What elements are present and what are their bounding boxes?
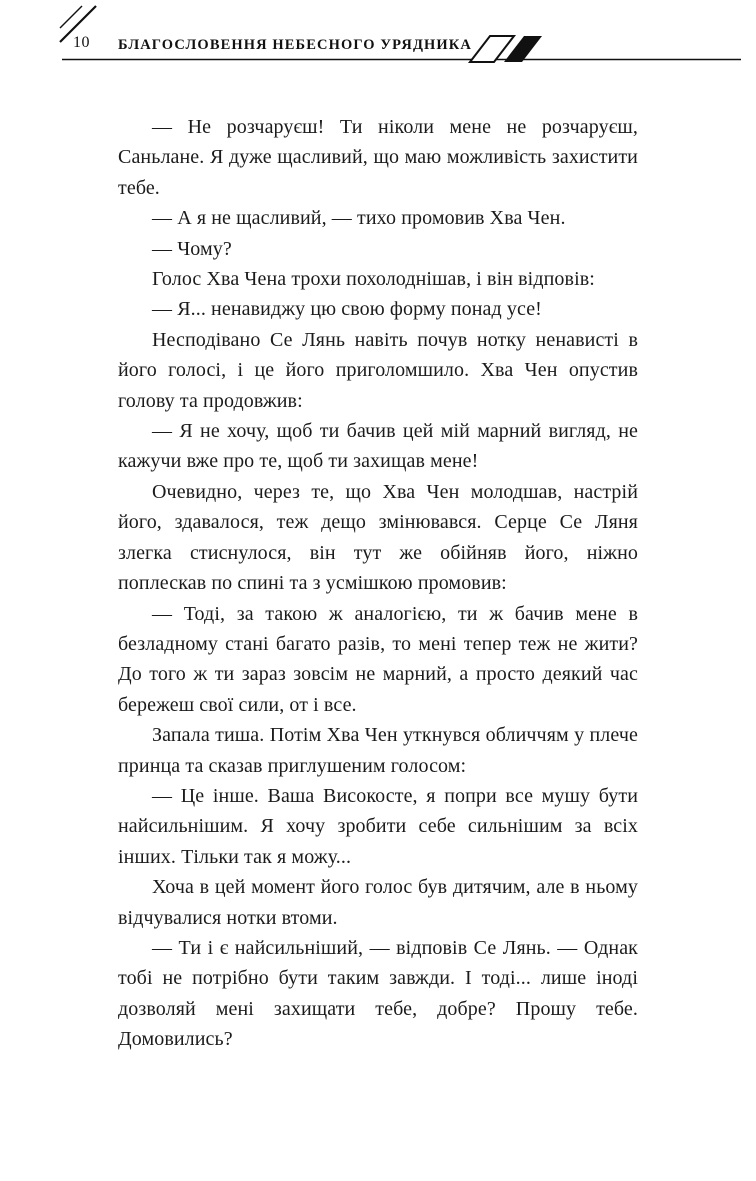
paragraph: — Я... ненавиджу цю свою форму понад усе! [152, 298, 542, 321]
paragraph: — Не розчаруєш! Ти ніколи мене не розчаруєш, Саньлане. Я дуже щасливий, що маю можливість захистити тебе. [118, 116, 638, 199]
paragraph: Очевидно, через те, що Хва Чен молодшав, настрій його, здавалося, теж дещо змінювався. Серце Се Ляня злегка стиснулося, він тут же обійняв його, ніжно поплескав по спині та з усмішкою промовив: [118, 480, 638, 595]
paragraph: — А я не щасливий, — тихо промовив Хва Чен. [152, 207, 566, 230]
running-title: БЛАГОСЛОВЕННЯ НЕБЕСНОГО УРЯДНИКА [118, 37, 472, 53]
body-text [118, 112, 638, 1055]
paragraph: Запала тиша. Потім Хва Чен уткнувся обличчям у плече принца та сказав приглушеним голосом: [118, 724, 638, 777]
paragraph: Несподівано Се Лянь навіть почув нотку ненависті в його голосі, і це його приголомшило. Хва Чен опустив голову та продовжив: [118, 328, 638, 412]
paragraph: Хоча в цей момент його голос був дитячим, але в ньому відчувалися нотки втоми. [118, 876, 638, 929]
paragraph: — Я не хочу, щоб ти бачив цей мій марний вигляд, не кажучи вже про те, щоб ти захищав мене! [118, 420, 638, 473]
paragraph: — Чому? [152, 237, 232, 260]
paragraph: — Це інше. Ваша Високосте, я попри все мушу бути найсильнішим. Я хочу зробити себе сильнішим за всіх інших. Тільки так я можу... [118, 784, 638, 868]
paragraph: Голос Хва Чена трохи похолоднішав, і він відповів: [152, 268, 595, 291]
paragraph: — Ти і є найсильніший, — відповів Се Лянь. — Однак тобі не потрібно бути таким завжди. І тоді... лише іноді дозволяй мені захищати тебе, добре? Прошу тебе. Домовились? [118, 936, 638, 1051]
page-number: 10 [73, 34, 90, 51]
paragraph: — Тоді, за такою ж аналогією, ти ж бачив мене в безладному стані багато разів, то мені тепер теж не жити? До того ж ти зараз зовсім не марний, а просто деякий час бережеш свої сили, от і все. [118, 602, 638, 716]
